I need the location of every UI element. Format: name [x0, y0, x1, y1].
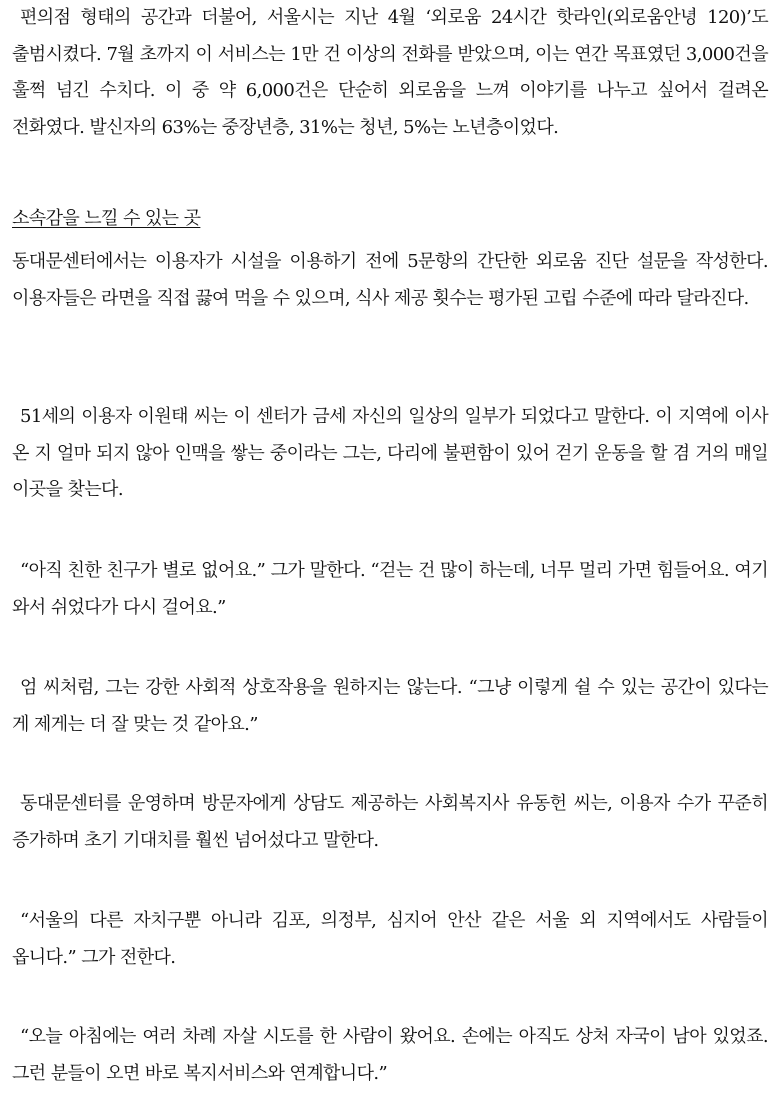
section-heading: 소속감을 느낄 수 있는 곳: [12, 208, 201, 229]
body-paragraph: 엄 씨처럼, 그는 강한 사회적 상호작용을 원하지는 않는다. “그냥 이렇게 쉴 수 있는 공간이 있다는 게 제게는 더 잘 맞는 것 같아요.”: [12, 677, 768, 735]
body-paragraph: “아직 친한 친구가 별로 없어요.” 그가 말한다. “걷는 건 많이 하는데, 너무 멀리 가면 힘들어요. 여기 와서 쉬었다가 다시 걸어요.”: [12, 560, 768, 618]
body-paragraph: “오늘 아침에는 여러 차례 자살 시도를 한 사람이 왔어요. 손에는 아직도 상처 자국이 남아 있었죠. 그런 분들이 오면 바로 복지서비스와 연계합니다.”: [12, 1026, 768, 1084]
body-paragraph: “서울의 다른 자치구뿐 아니라 김포, 의정부, 심지어 안산 같은 서울 외 지역에서도 사람들이 옵니다.” 그가 전한다.: [12, 910, 768, 968]
body-paragraph: 동대문센터에서는 이용자가 시설을 이용하기 전에 5문항의 간단한 외로움 진단 설문을 작성한다. 이용자들은 라면을 직접 끓여 먹을 수 있으며, 식사 제공 횟수는 평가된 고립 수준에 따라 달라진다.: [12, 251, 768, 309]
body-paragraph: 51세의 이용자 이원태 씨는 이 센터가 금세 자신의 일상의 일부가 되었다고 말한다. 이 지역에 이사 온 지 얼마 되지 않아 인맥을 쌓는 중이라는 그는, 다리에 불편함이 있어 걷기 운동을 할 겸 거의 매일 이곳을 찾는다.: [12, 406, 768, 500]
intro-paragraph: 편의점 형태의 공간과 더불어, 서울시는 지난 4월 ‘외로움 24시간 핫라인(외로움안녕 120)’도 출범시켰다. 7월 초까지 이 서비스는 1만 건 이상의 전화를 받았으며, 이는 연간 목표였던 3,000건을 훌쩍 넘긴 수치다. 이 중 약 6,000건은 단순히 외로움을 느껴 이야기를 나누고 싶어서 걸려온 전화였다. 발신자의 63%는 중장년층, 31%는 청년, 5%는 노년층이었다.: [12, 7, 768, 138]
body-paragraph: 동대문센터를 운영하며 방문자에게 상담도 제공하는 사회복지사 유동헌 씨는, 이용자 수가 꾸준히 증가하며 초기 기대치를 훨씬 넘어섰다고 말한다.: [12, 793, 768, 851]
